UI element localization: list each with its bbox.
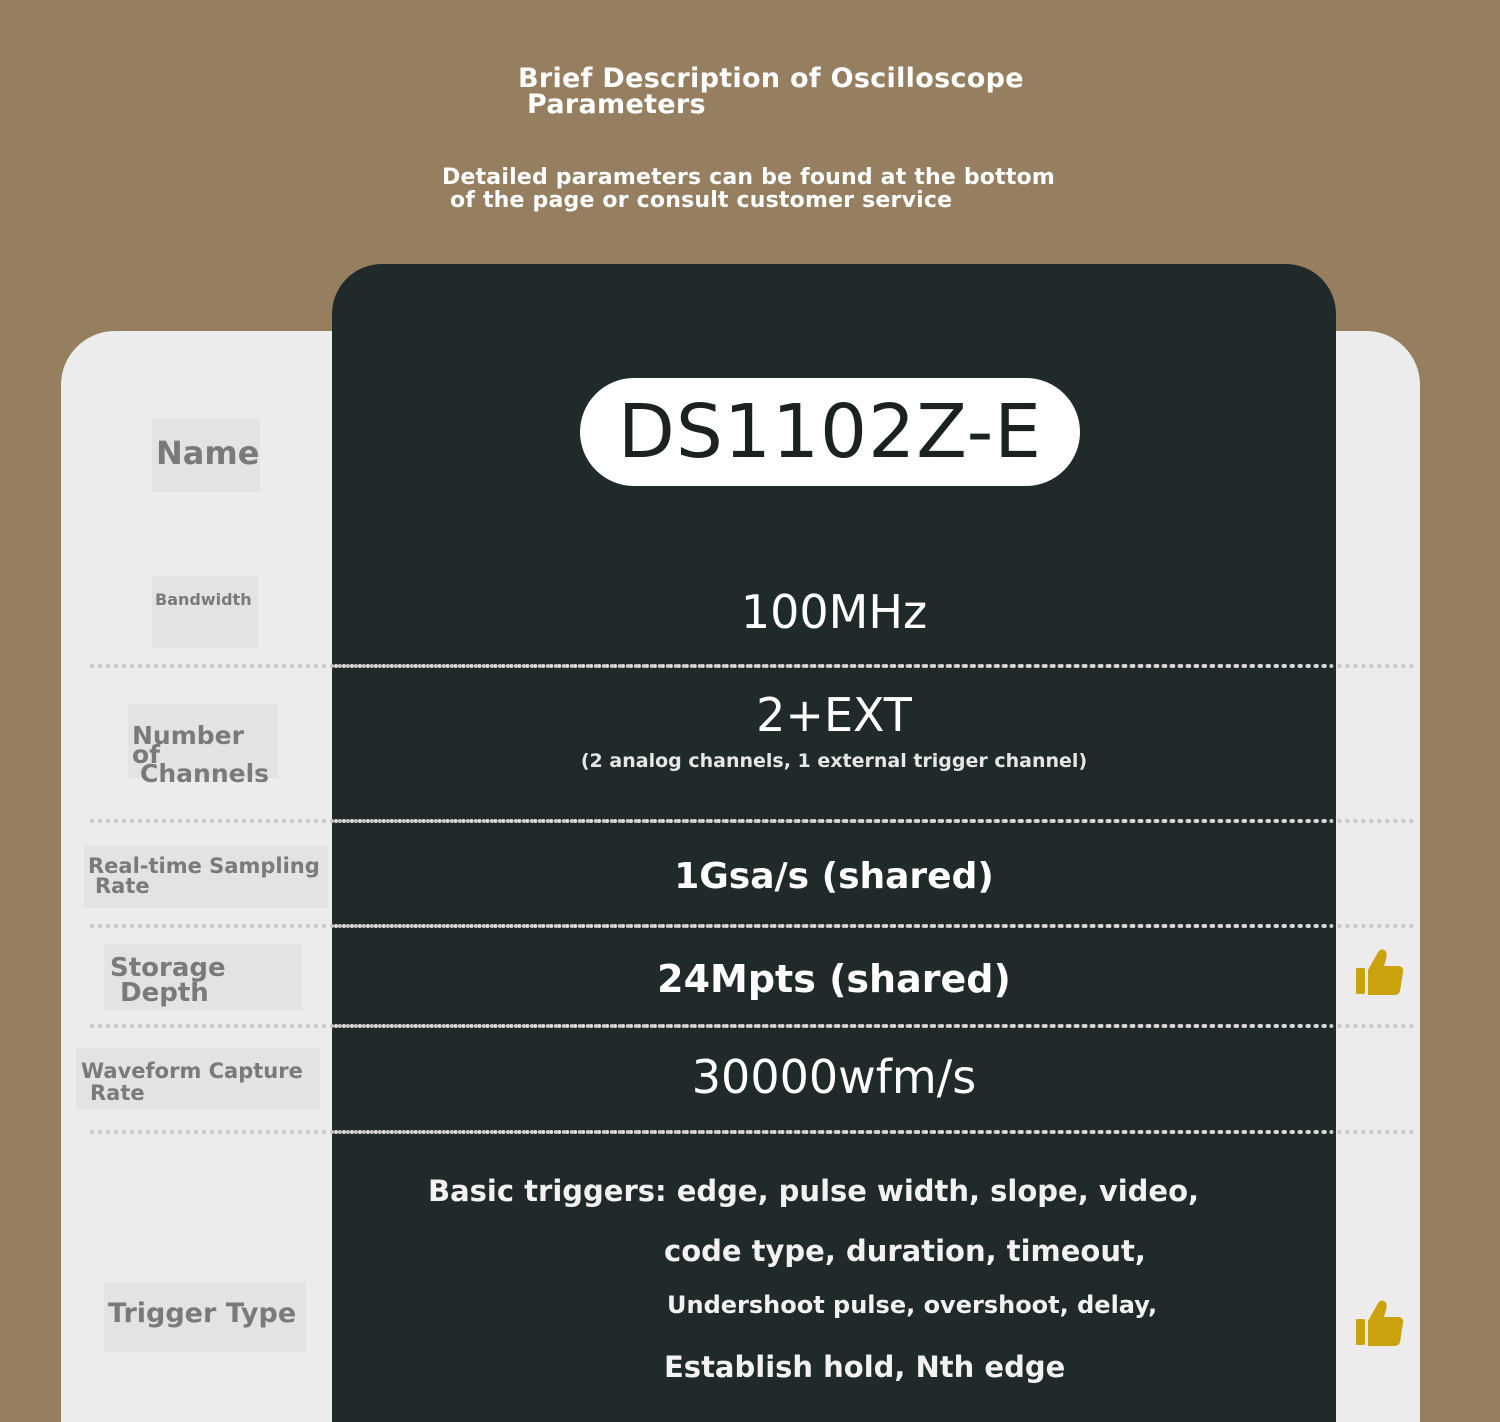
trigger-line-4: Establish hold, Nth edge [664, 1350, 1066, 1384]
trigger-line-1: Basic triggers: edge, pulse width, slope, video, [428, 1174, 1200, 1208]
trigger-line-2: code type, duration, timeout, [664, 1234, 1146, 1268]
row-divider [334, 1130, 1328, 1134]
page-subtitle-line2: of the page or consult customer service [450, 188, 953, 213]
spec-value-waveform: 30000wfm/s [691, 1050, 977, 1104]
page-title-line2: Parameters [527, 89, 706, 120]
row-divider [334, 664, 1328, 668]
row-divider [334, 924, 1328, 928]
model-name: DS1102Z-E [617, 389, 1043, 475]
row-divider [334, 819, 1328, 823]
spec-value-sampling: 1Gsa/s (shared) [674, 856, 994, 897]
spec-label-waveform: Waveform Capture Rate [76, 1048, 320, 1110]
spec-value-bandwidth: 100MHz [740, 585, 928, 639]
spec-label-bandwidth: Bandwidth [152, 576, 258, 648]
spec-note-channels: (2 analog channels, 1 external trigger channel) [580, 750, 1088, 772]
trigger-line-3: Undershoot pulse, overshoot, delay, [667, 1291, 1158, 1319]
page-subtitle [428, 152, 1108, 218]
spec-label-channels: Number of Channels [128, 704, 278, 778]
model-badge [580, 378, 1080, 486]
page-subtitle-line1: Detailed parameters can be found at the bottom [442, 165, 1055, 190]
row-divider [334, 1024, 1328, 1028]
page-title [508, 48, 1038, 136]
page-title-line1: Brief Description of Oscilloscope [518, 63, 1024, 94]
spec-value-storage: 24Mpts (shared) [657, 957, 1011, 1001]
spec-label-sampling: Real-time Sampling Rate [84, 846, 328, 908]
thumbs-up-icon [1354, 946, 1406, 998]
spec-value-channels: 2+EXT [756, 688, 912, 742]
spec-label-name: Name [152, 418, 260, 492]
spec-label-storage: Storage Depth [104, 944, 302, 1010]
spec-label-trigger: Trigger Type [104, 1282, 306, 1352]
thumbs-up-icon [1354, 1297, 1406, 1349]
